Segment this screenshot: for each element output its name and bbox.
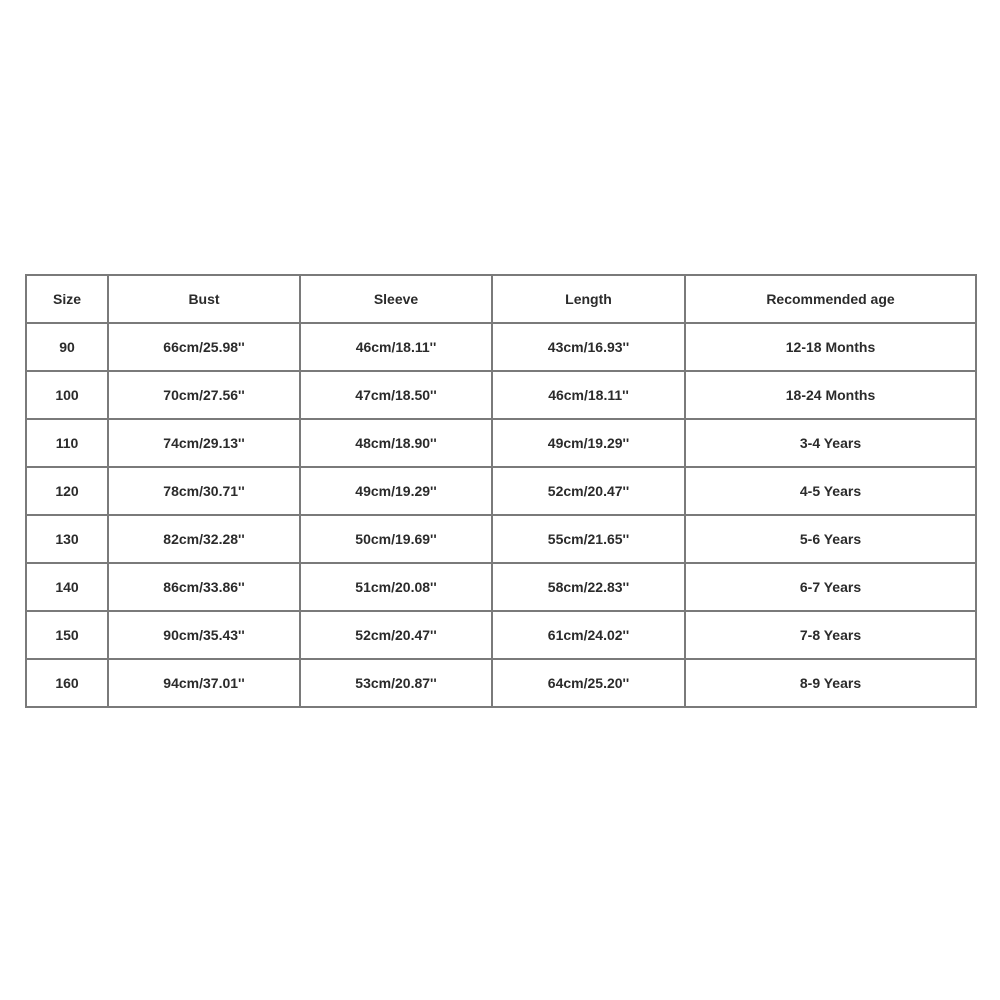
table-row xyxy=(26,515,976,563)
cell-recommended-age: 8-9 Years xyxy=(685,659,976,707)
cell-recommended-age: 4-5 Years xyxy=(685,467,976,515)
cell-length: 52cm/20.47'' xyxy=(492,467,685,515)
cell-bust: 90cm/35.43'' xyxy=(108,611,300,659)
cell-bust: 82cm/32.28'' xyxy=(108,515,300,563)
table-row xyxy=(26,323,976,371)
cell-bust: 74cm/29.13'' xyxy=(108,419,300,467)
cell-recommended-age: 6-7 Years xyxy=(685,563,976,611)
header-size: Size xyxy=(26,275,108,323)
cell-sleeve: 49cm/19.29'' xyxy=(300,467,492,515)
cell-bust: 70cm/27.56'' xyxy=(108,371,300,419)
table-row xyxy=(26,371,976,419)
cell-length: 43cm/16.93'' xyxy=(492,323,685,371)
cell-length: 46cm/18.11'' xyxy=(492,371,685,419)
cell-size: 110 xyxy=(26,419,108,467)
cell-size: 120 xyxy=(26,467,108,515)
cell-size: 160 xyxy=(26,659,108,707)
cell-bust: 78cm/30.71'' xyxy=(108,467,300,515)
table-row xyxy=(26,419,976,467)
cell-bust: 66cm/25.98'' xyxy=(108,323,300,371)
table-row xyxy=(26,563,976,611)
cell-length: 58cm/22.83'' xyxy=(492,563,685,611)
cell-sleeve: 51cm/20.08'' xyxy=(300,563,492,611)
cell-size: 150 xyxy=(26,611,108,659)
header-length: Length xyxy=(492,275,685,323)
cell-recommended-age: 18-24 Months xyxy=(685,371,976,419)
cell-bust: 94cm/37.01'' xyxy=(108,659,300,707)
cell-sleeve: 50cm/19.69'' xyxy=(300,515,492,563)
cell-recommended-age: 3-4 Years xyxy=(685,419,976,467)
cell-recommended-age: 12-18 Months xyxy=(685,323,976,371)
cell-recommended-age: 7-8 Years xyxy=(685,611,976,659)
cell-size: 140 xyxy=(26,563,108,611)
cell-length: 49cm/19.29'' xyxy=(492,419,685,467)
header-recommended-age: Recommended age xyxy=(685,275,976,323)
cell-sleeve: 47cm/18.50'' xyxy=(300,371,492,419)
cell-size: 130 xyxy=(26,515,108,563)
cell-length: 61cm/24.02'' xyxy=(492,611,685,659)
header-row xyxy=(26,275,976,323)
header-bust: Bust xyxy=(108,275,300,323)
header-sleeve: Sleeve xyxy=(300,275,492,323)
cell-length: 64cm/25.20'' xyxy=(492,659,685,707)
cell-sleeve: 53cm/20.87'' xyxy=(300,659,492,707)
cell-sleeve: 52cm/20.47'' xyxy=(300,611,492,659)
size-chart-table xyxy=(25,274,977,708)
table-row xyxy=(26,659,976,707)
table-row xyxy=(26,611,976,659)
table-row xyxy=(26,467,976,515)
cell-size: 90 xyxy=(26,323,108,371)
cell-size: 100 xyxy=(26,371,108,419)
cell-recommended-age: 5-6 Years xyxy=(685,515,976,563)
cell-sleeve: 48cm/18.90'' xyxy=(300,419,492,467)
cell-bust: 86cm/33.86'' xyxy=(108,563,300,611)
cell-length: 55cm/21.65'' xyxy=(492,515,685,563)
cell-sleeve: 46cm/18.11'' xyxy=(300,323,492,371)
